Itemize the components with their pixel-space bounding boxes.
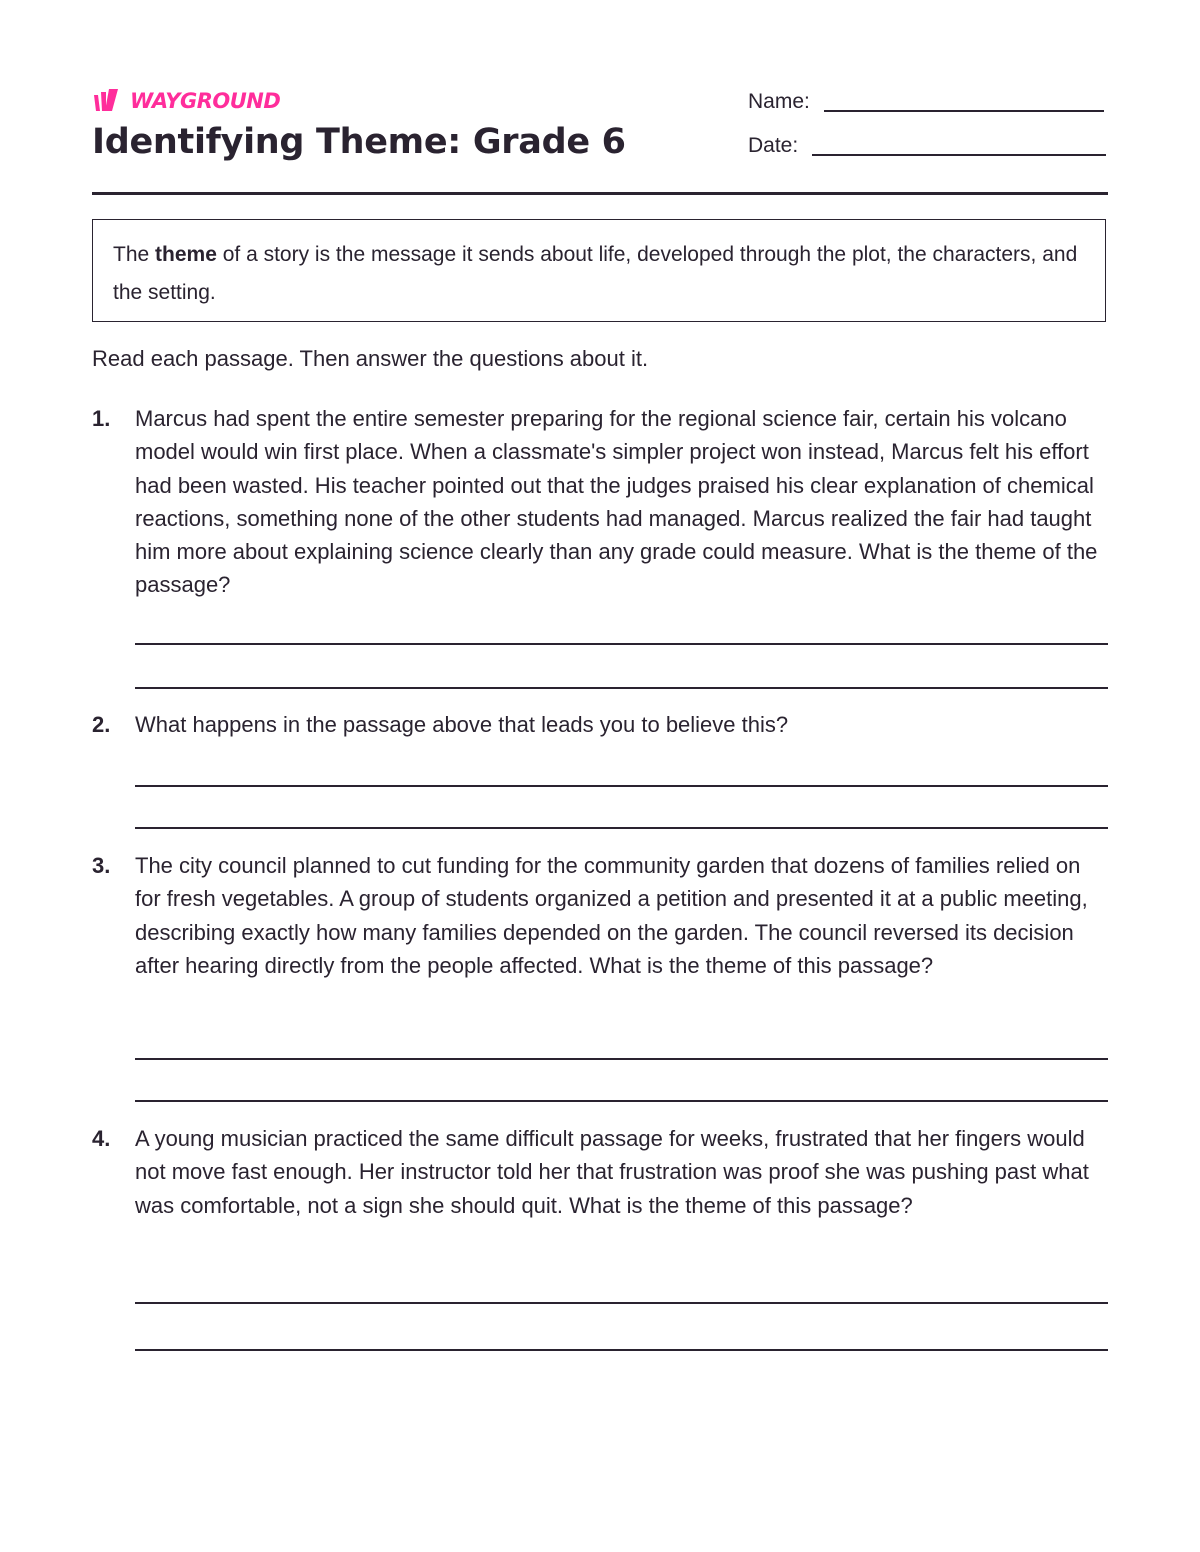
name-field (748, 90, 1104, 114)
instructions: Read each passage. Then answer the questions about it. (92, 346, 649, 371)
brand-logo (92, 86, 280, 116)
definition-text-before: The (113, 243, 156, 266)
answer-line[interactable] (135, 687, 1108, 689)
definition-text-after: of a story is the message it sends about life, developed through the plot, the characters, and the setting. (113, 243, 1078, 304)
wayground-logo-icon (92, 89, 126, 113)
answer-line[interactable] (135, 1302, 1108, 1304)
worksheet-page (92, 0, 1108, 1552)
date-field (748, 134, 1106, 158)
answer-line[interactable] (135, 1100, 1108, 1102)
question-text: A young musician practiced the same difficult passage for weeks, frustrated that her fingers would not move fast enough. Her instructor told her that frustration was proof she was pushing past what was comfortable, not a sign she should quit. What is the theme of this passage? (135, 1126, 1089, 1218)
answer-line[interactable] (135, 827, 1108, 829)
date-label: Date: (748, 134, 799, 157)
name-input-line[interactable] (824, 109, 1104, 112)
question-number: 4. (92, 1126, 111, 1151)
question-number: 1. (92, 406, 111, 431)
question-number: 2. (92, 712, 111, 737)
date-input-line[interactable] (812, 153, 1106, 156)
page-title: Identifying Theme: Grade 6 (92, 122, 626, 162)
answer-line[interactable] (135, 643, 1108, 645)
brand-name: WAYGROUND (130, 89, 281, 113)
question-text: Marcus had spent the entire semester preparing for the regional science fair, certain his volcano model would win first place. When a classmate's simpler project won instead, Marcus felt his effort had been wasted. His teacher pointed out that the judges praised his clear explanation of chemical reactions, something none of the other students had managed. Marcus realized the fair had taught him more about explaining science clearly than any grade could measure. What is the theme of the passage? (135, 406, 1098, 598)
header-divider (92, 192, 1108, 195)
question-text: The city council planned to cut funding for the community garden that dozens of families relied on for fresh vegetables. A group of students organized a petition and presented it at a public meeting, describing exactly how many families depended on the garden. The council reversed its decision after hearing directly from the people affected. What is the theme of this passage? (135, 853, 1088, 978)
name-label: Name: (748, 90, 810, 113)
question-text: What happens in the passage above that leads you to believe this? (135, 712, 789, 737)
question-number: 3. (92, 853, 111, 878)
answer-line[interactable] (135, 1058, 1108, 1060)
answer-line[interactable] (135, 785, 1108, 787)
definition-term: theme (155, 243, 217, 266)
definition-box (92, 219, 1106, 322)
answer-line[interactable] (135, 1349, 1108, 1351)
